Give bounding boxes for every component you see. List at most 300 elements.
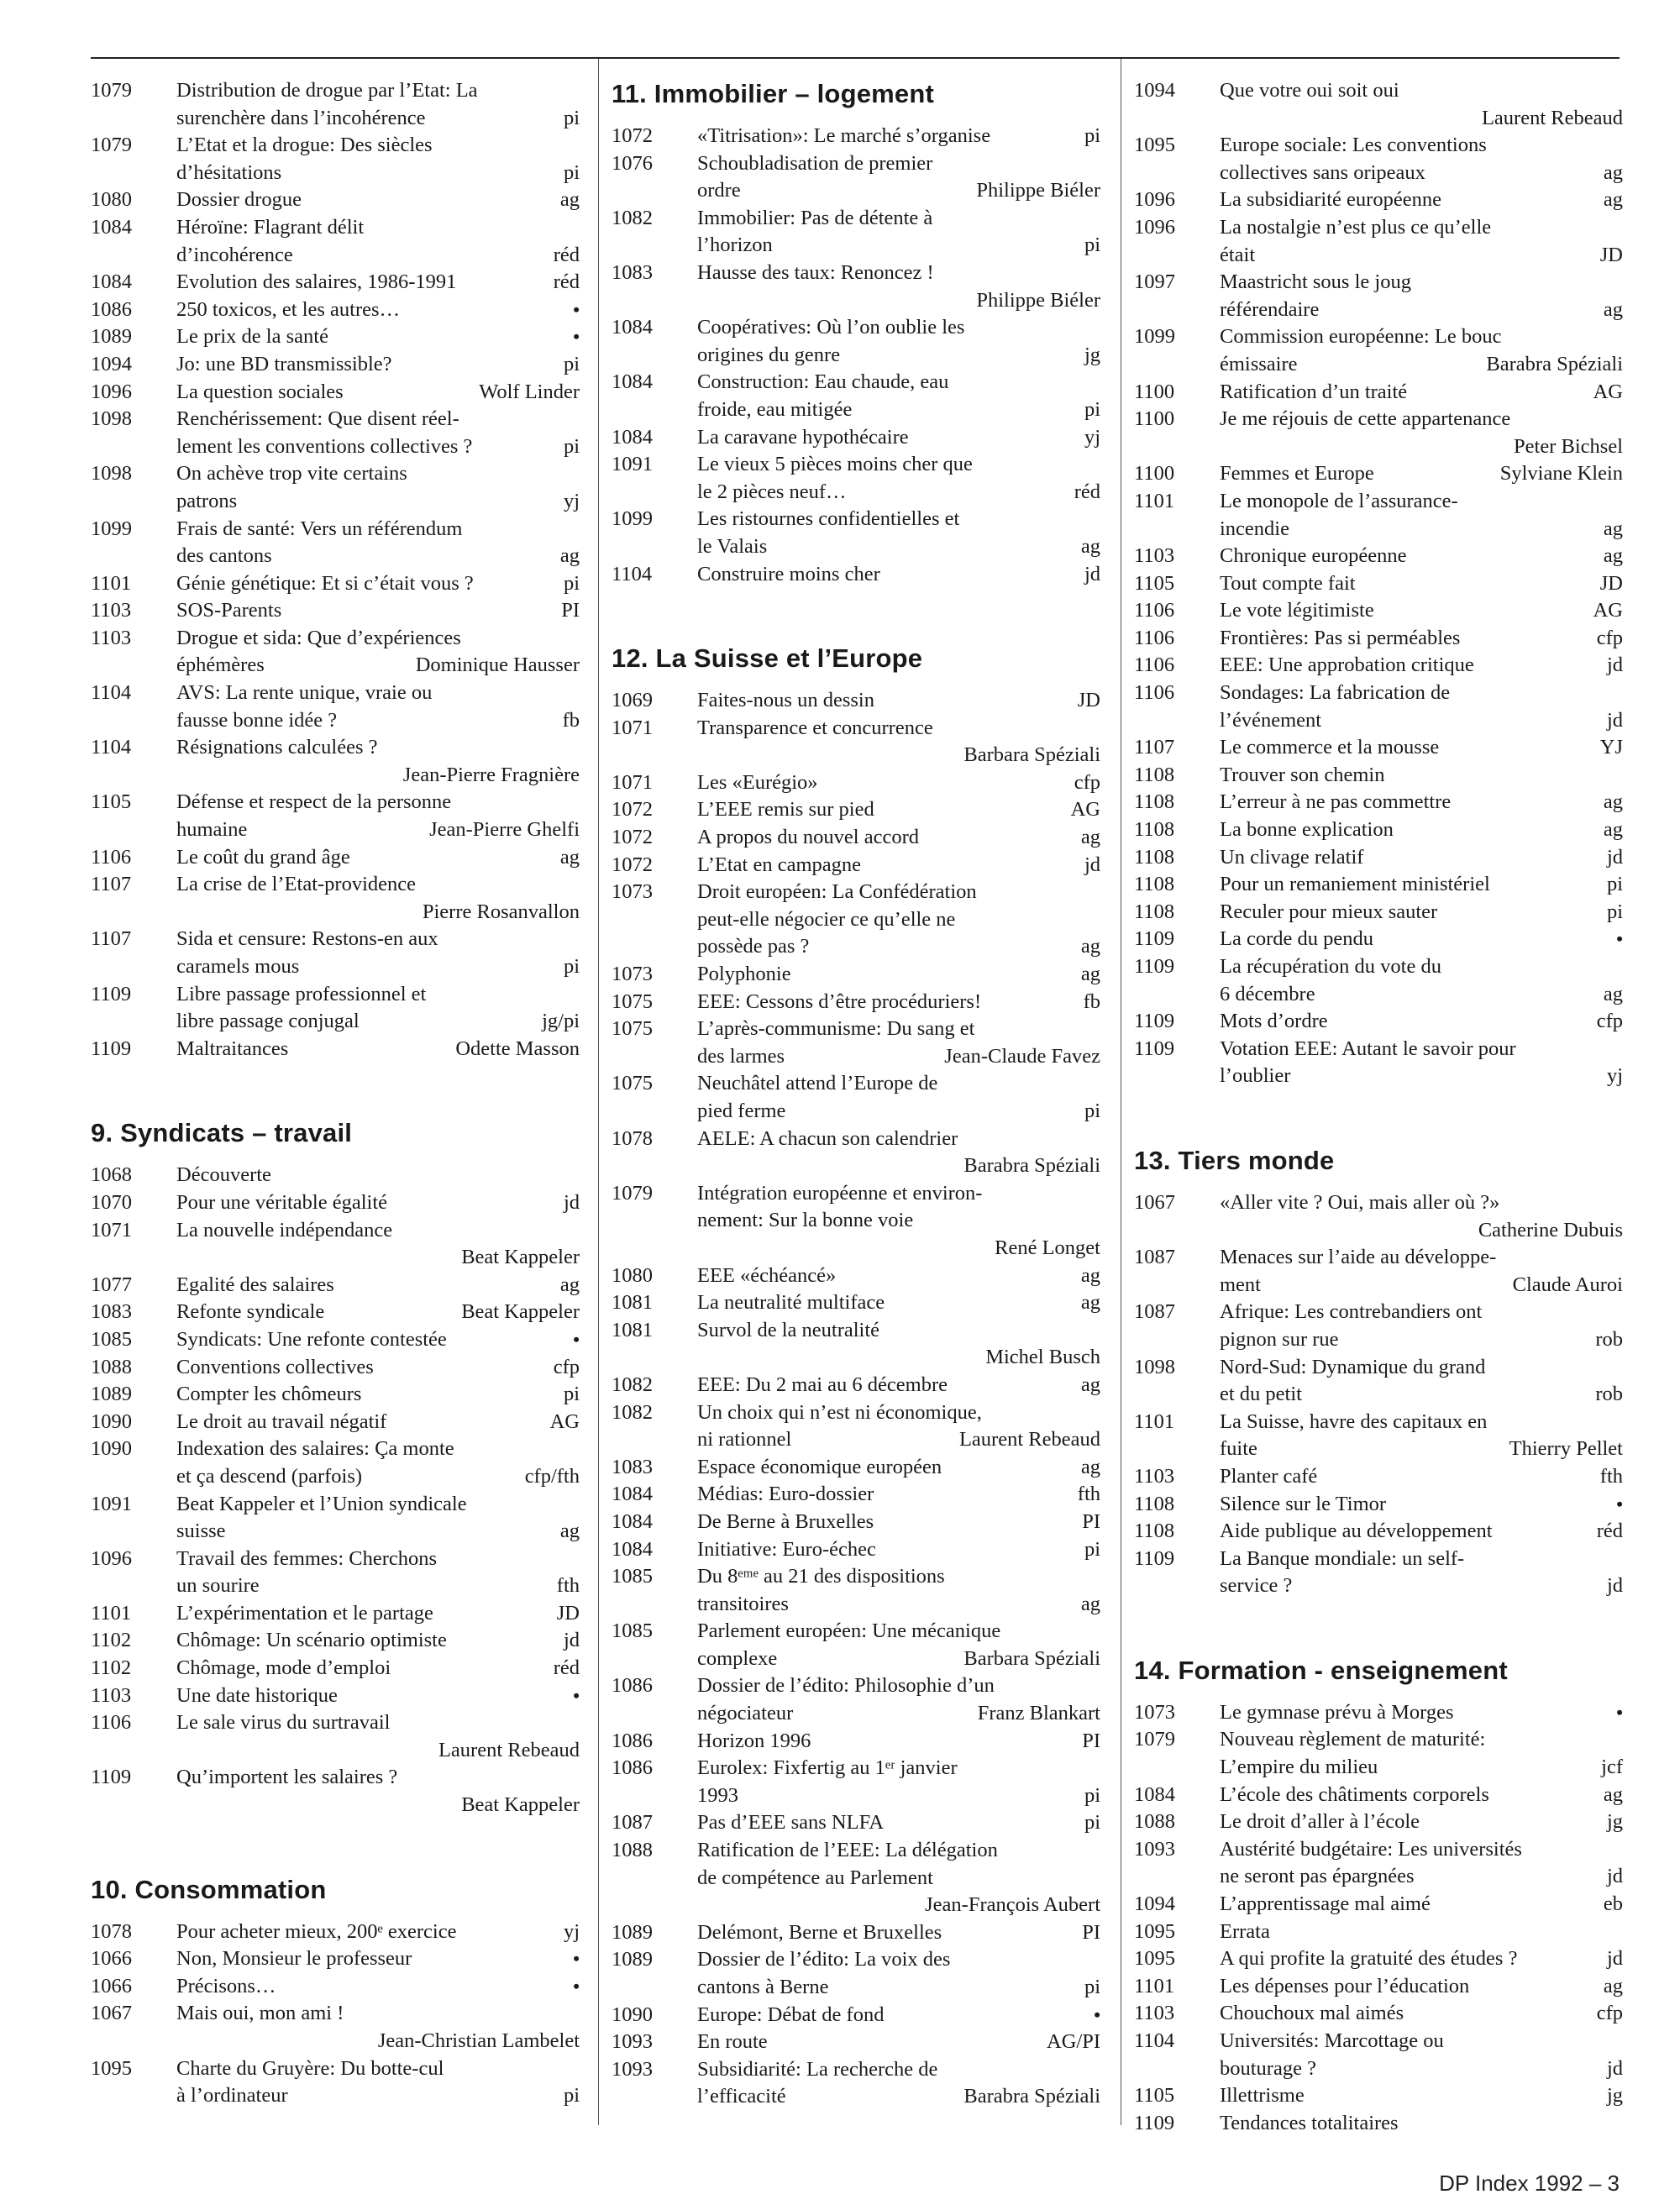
entry-body	[697, 1618, 1100, 1672]
entry-author: Laurent Rebeaud	[1481, 106, 1623, 129]
index-entry	[612, 989, 1100, 1016]
entry-body	[176, 625, 580, 680]
index-entry	[612, 1509, 1100, 1536]
entry-title-text: un sourire	[176, 1574, 260, 1598]
entry-body	[1220, 1836, 1623, 1891]
entry-title-text: Refonte syndicale	[176, 1300, 325, 1324]
issue-number: 1090	[612, 2003, 653, 2026]
entry-line	[176, 2055, 580, 2083]
entry-title-text: Maltraitances	[176, 1037, 289, 1060]
entry-line	[176, 1463, 580, 1491]
entry-title-text: Delémont, Berne et Bruxelles	[697, 1920, 942, 1944]
entry-title-text: L’Etat et la drogue: Des siècles	[176, 134, 433, 157]
index-entry	[612, 1454, 1100, 1482]
entry-title-text: Maastricht sous le joug	[1220, 270, 1411, 294]
issue-number: 1084	[612, 425, 653, 449]
entry-body	[697, 1399, 1100, 1454]
entry-line	[697, 506, 1100, 533]
entry-line	[697, 1700, 1100, 1728]
entry-line	[176, 1354, 580, 1382]
entry-title-text: caramels mous	[176, 955, 300, 978]
entry-body	[1220, 625, 1623, 653]
entry-title-text: Jo: une BD transmissible?	[176, 352, 392, 375]
index-entry	[1134, 652, 1623, 680]
entry-line	[697, 1098, 1100, 1126]
index-section	[91, 1116, 580, 1819]
entry-author: JD	[556, 1601, 580, 1625]
entry-body	[697, 1946, 1100, 2001]
entry-title-text: Génie génétique: Et si c’était vous ?	[176, 571, 474, 595]
issue-number: 1099	[1134, 325, 1175, 349]
issue-number: 1108	[1134, 790, 1175, 814]
index-entry	[1134, 269, 1623, 323]
issue-number: 1104	[612, 562, 653, 585]
issue-number: 1096	[91, 1546, 132, 1570]
entry-line	[697, 1865, 1100, 1892]
entry-body	[697, 1481, 1100, 1509]
entry-title-text: Faites-nous un dessin	[697, 689, 874, 712]
entry-title-text: Ratification de l’EEE: La délégation	[697, 1839, 998, 1862]
entry-body	[697, 796, 1100, 824]
entry-body	[1220, 1808, 1623, 1836]
entry-body	[176, 1973, 580, 2001]
entry-title-text: La caravane hypothécaire	[697, 425, 909, 449]
entry-author: Beat Kappeler	[461, 1246, 580, 1269]
issue-number: 1103	[91, 599, 132, 622]
entry-line	[1220, 570, 1623, 598]
entry-author: ag	[1603, 297, 1623, 321]
entry-title-text: Charte du Gruyère: Du botte-cul	[176, 2056, 444, 2080]
entry-line	[1220, 1945, 1623, 1973]
entry-title-text: Subsidiarité: La recherche de	[697, 2057, 938, 2081]
index-entry	[91, 1546, 580, 1600]
entry-line	[1220, 762, 1623, 790]
index-entry	[612, 123, 1100, 150]
entry-body	[176, 1162, 580, 1189]
entry-title-text: Chômage, mode d’emploi	[176, 1656, 391, 1680]
index-entry	[612, 205, 1100, 260]
entry-line	[697, 1782, 1100, 1810]
entry-author: AG	[1593, 599, 1623, 622]
section-title: 10. Consommation	[91, 1874, 327, 1904]
issue-number: 1088	[612, 1839, 653, 1862]
issue-number: 1105	[1134, 2084, 1175, 2108]
issue-number: 1095	[1134, 1919, 1175, 1943]
entry-author: •	[573, 1328, 580, 1350]
entry-line	[1220, 2082, 1623, 2110]
entry-title-text: Le droit au travail négatif	[176, 1409, 387, 1433]
index-section	[612, 77, 1100, 588]
entry-body	[697, 824, 1100, 852]
entry-title-text: Le commerce et la mousse	[1220, 736, 1440, 759]
entry-line	[1220, 734, 1623, 762]
entry-title-text: Survol de la neutralité	[697, 1318, 880, 1341]
issue-number: 1069	[612, 689, 653, 712]
entry-title-text: Travail des femmes: Cherchons	[176, 1546, 438, 1570]
entry-line	[176, 132, 580, 160]
entry-title-text: La nouvelle indépendance	[176, 1218, 393, 1241]
entry-line	[176, 1682, 580, 1710]
entry-author: ag	[1603, 517, 1623, 540]
index-entry	[612, 1919, 1100, 1947]
index-entry	[1134, 406, 1623, 460]
entry-title-text: Construire moins cher	[697, 562, 880, 585]
issue-number: 1095	[1134, 134, 1175, 157]
entry-line	[697, 1454, 1100, 1482]
entry-body	[176, 1945, 580, 1973]
entry-title-text: Droit européen: La Confédération	[697, 880, 977, 904]
page-footer: DP Index 1992 – 3	[1439, 2171, 1620, 2196]
index-entry	[91, 1217, 580, 1272]
entry-body	[1220, 2000, 1623, 2028]
entry-author: pi	[1084, 124, 1100, 147]
entry-line	[176, 323, 580, 351]
entry-body	[176, 1919, 580, 1946]
index-column-2	[612, 77, 1100, 2128]
issue-number: 1084	[1134, 1782, 1175, 1806]
entry-line	[697, 2083, 1100, 2111]
entry-title-text: La neutralité multiface	[697, 1291, 885, 1315]
entry-body	[176, 1655, 580, 1682]
entry-line	[697, 1728, 1100, 1756]
issue-number: 1109	[1134, 955, 1175, 978]
index-entry	[1134, 1036, 1623, 1090]
entry-body	[1220, 1546, 1623, 1600]
index-entry	[612, 879, 1100, 961]
issue-number: 1089	[91, 1383, 132, 1406]
section-gap	[1134, 1107, 1623, 1144]
entry-title-text: Hausse des taux: Renoncez !	[697, 260, 934, 284]
entry-body	[1220, 77, 1623, 132]
issue-number: 1101	[91, 1601, 132, 1625]
index-entry	[612, 1672, 1100, 1727]
issue-number: 1087	[1134, 1246, 1175, 1269]
index-entry	[1134, 597, 1623, 625]
entry-line	[176, 1546, 580, 1573]
entry-body	[1220, 926, 1623, 953]
entry-line	[1220, 1836, 1623, 1864]
index-entry	[91, 926, 580, 980]
entry-body	[176, 789, 580, 843]
issue-number: 1099	[612, 507, 653, 531]
entry-author: PI	[561, 599, 580, 622]
entry-body	[176, 844, 580, 872]
entry-body	[176, 1709, 580, 1764]
entry-body	[176, 406, 580, 460]
entry-author: ag	[1080, 1263, 1100, 1287]
index-entry	[612, 506, 1100, 560]
entry-author: Dominique Hausser	[415, 654, 580, 677]
index-entry	[612, 1563, 1100, 1618]
entry-title-text: ne seront pas épargnées	[1220, 1865, 1415, 1888]
index-entry	[91, 1272, 580, 1299]
section-title: 14. Formation - enseignement	[1134, 1655, 1508, 1685]
index-entry	[612, 150, 1100, 205]
entry-title-text: On achève trop vite certains	[176, 462, 407, 486]
entry-author: jd	[1606, 2056, 1623, 2080]
entry-title-text: surenchère dans l’incohérence	[176, 106, 426, 129]
entry-author: •	[573, 1948, 580, 1970]
entry-body	[176, 1272, 580, 1299]
index-entry	[1134, 1808, 1623, 1836]
entry-body	[1220, 1036, 1623, 1090]
entry-author: jd	[1606, 1574, 1623, 1598]
index-entry	[1134, 132, 1623, 186]
entry-line	[176, 625, 580, 653]
entry-line	[1220, 1782, 1623, 1809]
section-gap	[612, 605, 1100, 642]
entry-line	[176, 1162, 580, 1189]
index-entry	[1134, 1945, 1623, 1973]
entry-title-text: Du 8ᵉᵐᵉ au 21 des dispositions	[697, 1565, 945, 1588]
entry-line	[176, 762, 580, 790]
entry-author: Thierry Pellet	[1509, 1437, 1623, 1461]
entry-line	[176, 160, 580, 187]
entry-body	[1220, 652, 1623, 680]
entry-author: PI	[1082, 1920, 1100, 1944]
entry-title-text: à l’ordinateur	[176, 2084, 288, 2108]
entry-line	[1220, 214, 1623, 242]
entry-line	[1220, 2000, 1623, 2028]
entry-title-text: Votation EEE: Autant le savoir pour	[1220, 1037, 1516, 1060]
entry-body	[176, 1381, 580, 1409]
entry-line	[1220, 1919, 1623, 1946]
entry-line	[176, 186, 580, 214]
index-entry	[1134, 1354, 1623, 1409]
entry-line	[1220, 871, 1623, 899]
entry-body	[1220, 734, 1623, 762]
entry-body	[176, 1546, 580, 1600]
entry-author: •	[1094, 2003, 1100, 2025]
entry-line	[176, 1572, 580, 1600]
index-entry	[91, 1354, 580, 1382]
entry-body	[1220, 460, 1623, 488]
entry-title-text: Le monopole de l’assurance-	[1220, 489, 1458, 512]
entry-author: pi	[1084, 1100, 1100, 1122]
entry-author: ag	[1603, 1782, 1623, 1806]
entry-author: rob	[1595, 1383, 1623, 1406]
entry-body	[176, 1627, 580, 1655]
issue-number: 1108	[1134, 1492, 1175, 1515]
entry-line	[697, 2056, 1100, 2084]
entry-title-text: Chouchoux mal aimés	[1220, 2002, 1404, 2025]
entry-line	[176, 844, 580, 872]
issue-number: 1096	[1134, 215, 1175, 239]
entry-body	[176, 132, 580, 186]
entry-line	[1220, 379, 1623, 407]
section-title: 13. Tiers monde	[1134, 1145, 1335, 1175]
entry-title-text: humaine	[176, 818, 248, 842]
entry-body	[697, 879, 1100, 961]
entry-author: pi	[563, 434, 580, 458]
entry-title-text: A propos du nouvel accord	[697, 826, 919, 849]
index-entry	[1134, 1491, 1623, 1519]
entry-body	[176, 186, 580, 214]
entry-title-text: Afrique: Les contrebandiers ont	[1220, 1300, 1483, 1324]
issue-number: 1071	[91, 1218, 132, 1241]
entry-body	[1220, 269, 1623, 323]
entry-title-text: Initiative: Euro-échec	[697, 1537, 876, 1561]
entry-body	[697, 687, 1100, 715]
index-entry	[612, 1262, 1100, 1290]
index-entry	[91, 1709, 580, 1764]
entry-line	[1220, 160, 1623, 187]
entry-author: AG	[1070, 798, 1100, 822]
issue-number: 1072	[612, 124, 653, 147]
entry-author: pi	[563, 106, 580, 129]
entry-body	[697, 1016, 1100, 1070]
entry-body	[1220, 132, 1623, 186]
entry-title-text: La récupération du vote du	[1220, 955, 1441, 978]
entry-line	[1220, 1546, 1623, 1573]
issue-number: 1083	[612, 1455, 653, 1478]
entry-line	[697, 1235, 1100, 1262]
entry-author: •	[573, 1684, 580, 1706]
issue-number: 1088	[1134, 1810, 1175, 1834]
entry-body	[697, 205, 1100, 260]
entry-title-text: Les «Eurégio»	[697, 770, 818, 794]
issue-number: 1103	[1134, 544, 1175, 568]
index-section	[91, 1873, 580, 2110]
issue-number: 1073	[1134, 1700, 1175, 1724]
entry-line	[176, 1945, 580, 1973]
entry-title-text: Mots d’ordre	[1220, 1010, 1328, 1033]
entry-line	[176, 1326, 580, 1354]
entry-title-text: Polyphonie	[697, 963, 791, 986]
entry-author: AG	[1593, 380, 1623, 403]
entry-title-text: Pour une véritable égalité	[176, 1190, 388, 1214]
entry-body	[1220, 1518, 1623, 1546]
entry-author: pi	[563, 571, 580, 595]
entry-title-text: Le sale virus du surtravail	[176, 1711, 391, 1735]
entry-line	[176, 707, 580, 735]
entry-line	[1220, 1272, 1623, 1299]
issue-number: 1089	[612, 1948, 653, 1971]
entry-body	[697, 451, 1100, 506]
index-entry	[91, 1764, 580, 1819]
entry-author: AG/PI	[1047, 2030, 1100, 2054]
entry-title-text: Eurolex: Fixfertig au 1ᵉʳ janvier	[697, 1756, 958, 1780]
entry-line	[697, 451, 1100, 479]
entry-line	[1220, 2110, 1623, 2138]
index-entry	[91, 1381, 580, 1409]
entry-line	[176, 1036, 580, 1063]
entry-title-text: Une date historique	[176, 1683, 338, 1707]
index-entry	[91, 1189, 580, 1217]
entry-line	[697, 1262, 1100, 1290]
entry-body	[697, 715, 1100, 769]
entry-body	[176, 214, 580, 269]
entry-author: •	[573, 1975, 580, 1997]
entry-line	[176, 242, 580, 270]
entry-author: •	[573, 326, 580, 348]
index-entry	[91, 269, 580, 297]
entry-author: réd	[553, 243, 580, 266]
entry-title-text: La bonne explication	[1220, 818, 1394, 842]
issue-number: 1067	[1134, 1190, 1175, 1214]
issue-number: 1080	[612, 1263, 653, 1287]
entry-line	[176, 2000, 580, 2028]
entry-title-text: Coopératives: Où l’on oublie les	[697, 316, 965, 339]
entry-line	[1220, 1036, 1623, 1063]
entry-title-text: AVS: La rente unique, vraie ou	[176, 681, 433, 705]
entry-author: YJ	[1599, 736, 1623, 759]
entry-line	[697, 2002, 1100, 2029]
entry-title-text: l’horizon	[697, 234, 773, 257]
issue-number: 1086	[612, 1674, 653, 1698]
entry-body	[176, 1354, 580, 1382]
entry-body	[176, 1036, 580, 1063]
index-entry	[91, 1919, 580, 1946]
issue-number: 1107	[91, 873, 132, 896]
entry-line	[697, 1536, 1100, 1564]
issue-number: 1106	[91, 1711, 132, 1735]
entry-title-text: Le vieux 5 pièces moins cher que	[697, 453, 973, 476]
entry-author: jg	[1084, 343, 1100, 366]
entry-title-text: pignon sur rue	[1220, 1327, 1339, 1351]
entry-body	[176, 871, 580, 926]
entry-title-text: La nostalgie n’est plus ce qu’elle	[1220, 215, 1492, 239]
entry-line	[1220, 625, 1623, 653]
entry-title-text: était	[1220, 243, 1256, 266]
entry-author: ag	[1603, 188, 1623, 212]
entry-title-text: Le coût du grand âge	[176, 845, 350, 869]
index-entry	[612, 1946, 1100, 2001]
entry-line	[176, 543, 580, 570]
entry-line	[697, 1481, 1100, 1509]
entry-line	[1220, 844, 1623, 872]
entry-line	[1220, 1572, 1623, 1600]
issue-number: 1096	[91, 380, 132, 403]
entry-title-text: Libre passage professionnel et	[176, 982, 427, 1005]
entry-author: ag	[559, 188, 580, 212]
issue-number: 1071	[612, 716, 653, 739]
entry-line	[697, 232, 1100, 260]
entry-body	[176, 77, 580, 132]
entry-author: ag	[1603, 160, 1623, 184]
issue-number: 1094	[1134, 79, 1175, 102]
issue-number: 1076	[612, 151, 653, 175]
entry-line	[176, 488, 580, 516]
entry-line	[176, 734, 580, 762]
entry-title-text: Immobilier: Pas de détente à	[697, 206, 933, 229]
entry-line	[697, 961, 1100, 989]
issue-number: 1090	[91, 1437, 132, 1461]
index-entry	[91, 77, 580, 132]
entry-title-text: Conventions collectives	[176, 1355, 374, 1378]
entry-author: PI	[1082, 1729, 1100, 1752]
entry-line	[1220, 1063, 1623, 1090]
entry-line	[176, 570, 580, 598]
index-entry	[1134, 1726, 1623, 1781]
entry-author: pi	[1084, 234, 1100, 257]
entry-body	[1220, 406, 1623, 460]
entry-title-text: Tendances totalitaires	[1220, 2111, 1399, 2134]
index-entry	[91, 1655, 580, 1682]
entry-author: pi	[563, 352, 580, 375]
index-entry	[612, 1317, 1100, 1372]
index-entry	[612, 1016, 1100, 1070]
index-entry	[91, 2055, 580, 2110]
index-entry	[612, 852, 1100, 879]
entry-author: pi	[1084, 1976, 1100, 1998]
entry-author: yj	[1084, 425, 1100, 449]
index-section	[1134, 1654, 1623, 2138]
entry-body	[1220, 680, 1623, 734]
issue-number: 1072	[612, 798, 653, 822]
entry-title-text: Précisons…	[176, 1974, 276, 1997]
index-entry	[1134, 1546, 1623, 1600]
